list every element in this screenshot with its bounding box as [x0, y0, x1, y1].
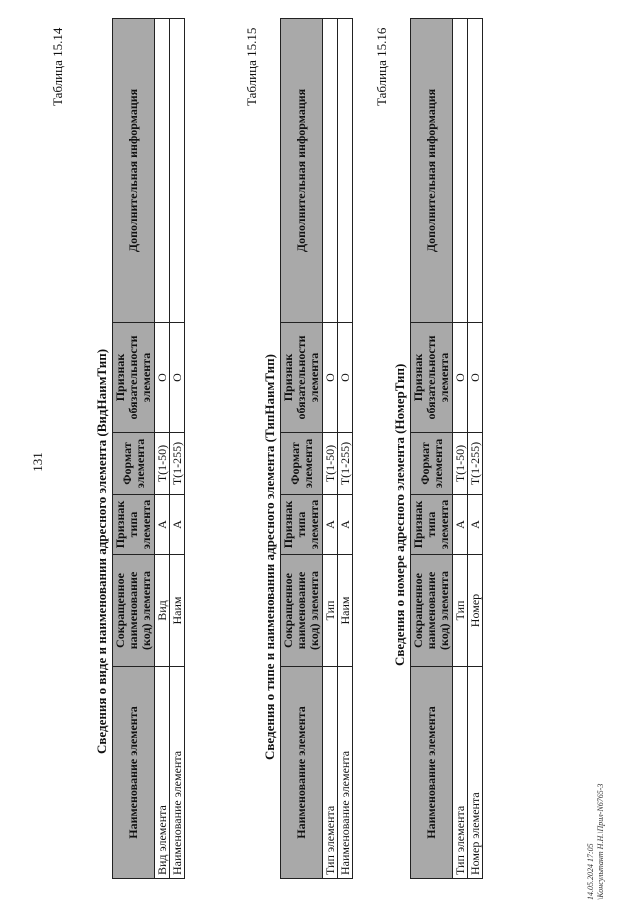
header-format: Формат элемента: [411, 433, 453, 495]
cell-required: О: [338, 323, 353, 433]
table-row: [338, 19, 353, 879]
cell-extra: [468, 19, 483, 323]
cell-format: T(1-255): [170, 433, 185, 495]
cell-required: О: [323, 323, 338, 433]
cell-type: А: [170, 495, 185, 555]
cell-type: А: [338, 495, 353, 555]
cell-code: Наим: [338, 555, 353, 667]
cell-type: А: [468, 495, 483, 555]
header-extra: Дополнительная информация: [281, 19, 323, 323]
header-type: Признак типа элемента: [411, 495, 453, 555]
cell-name: Тип элемента: [323, 667, 338, 879]
table-title: Сведения о виде и наименовании адресного элемента (ВидНаимТип): [94, 348, 109, 754]
table-row: [170, 19, 185, 879]
table-title: Сведения о типе и наименовании адресного элемента (ТипНаимТип): [262, 354, 277, 760]
header-type: Признак типа элемента: [281, 495, 323, 555]
header-code: Сокращенное наименование (код) элемента: [411, 555, 453, 667]
cell-format: T(1-255): [468, 433, 483, 495]
cell-required: О: [453, 323, 468, 433]
header-required: Признак обязательности элемента: [113, 323, 155, 433]
cell-extra: [453, 19, 468, 323]
page-number: 131: [30, 452, 45, 472]
header-name: Наименование элемента: [113, 667, 155, 879]
cell-code: Наим: [170, 555, 185, 667]
data-table: [280, 18, 353, 879]
cell-name: Номер элемента: [468, 667, 483, 879]
table-header-row: [411, 19, 453, 879]
table-header-row: [281, 19, 323, 879]
cell-name: Наименование элемента: [338, 667, 353, 879]
cell-format: T(1-50): [453, 433, 468, 495]
cell-format: T(1-50): [155, 433, 170, 495]
cell-format: T(1-50): [323, 433, 338, 495]
table-row: [453, 19, 468, 879]
cell-format: T(1-255): [338, 433, 353, 495]
header-extra: Дополнительная информация: [411, 19, 453, 323]
cell-name: Наименование элемента: [170, 667, 185, 879]
header-name: Наименование элемента: [281, 667, 323, 879]
cell-name: Вид элемента: [155, 667, 170, 879]
data-table: [410, 18, 483, 879]
cell-extra: [338, 19, 353, 323]
footer-line-1: 14.05.2024 17:05: [586, 843, 595, 900]
cell-extra: [323, 19, 338, 323]
table-row: [323, 19, 338, 879]
table-label: Таблица 15.15: [244, 27, 259, 106]
cell-code: Номер: [468, 555, 483, 667]
table-label: Таблица 15.14: [50, 27, 65, 106]
footer-note: [586, 784, 606, 900]
cell-code: Тип: [323, 555, 338, 667]
cell-name: Тип элемента: [453, 667, 468, 879]
cell-required: О: [170, 323, 185, 433]
header-required: Признак обязательности элемента: [281, 323, 323, 433]
table-header-row: [113, 19, 155, 879]
cell-type: А: [155, 495, 170, 555]
header-required: Признак обязательности элемента: [411, 323, 453, 433]
header-type: Признак типа элемента: [113, 495, 155, 555]
table-row: [155, 19, 170, 879]
cell-type: А: [323, 495, 338, 555]
cell-extra: [170, 19, 185, 323]
cell-required: О: [155, 323, 170, 433]
data-table: [112, 18, 185, 879]
cell-code: Тип: [453, 555, 468, 667]
header-extra: Дополнительная информация: [113, 19, 155, 323]
cell-required: О: [468, 323, 483, 433]
table-label: Таблица 15.16: [374, 27, 389, 106]
header-format: Формат элемента: [113, 433, 155, 495]
cell-extra: [155, 19, 170, 323]
header-name: Наименование элемента: [411, 667, 453, 879]
footer-line-2: \Консультант Н.Н.\Прил-N6765-3: [596, 783, 605, 900]
cell-code: Вид: [155, 555, 170, 667]
table-title: Сведения о номере адресного элемента (НомерТип): [392, 363, 407, 666]
table-row: [468, 19, 483, 879]
header-code: Сокращенное наименование (код) элемента: [281, 555, 323, 667]
header-format: Формат элемента: [281, 433, 323, 495]
cell-type: А: [453, 495, 468, 555]
header-code: Сокращенное наименование (код) элемента: [113, 555, 155, 667]
